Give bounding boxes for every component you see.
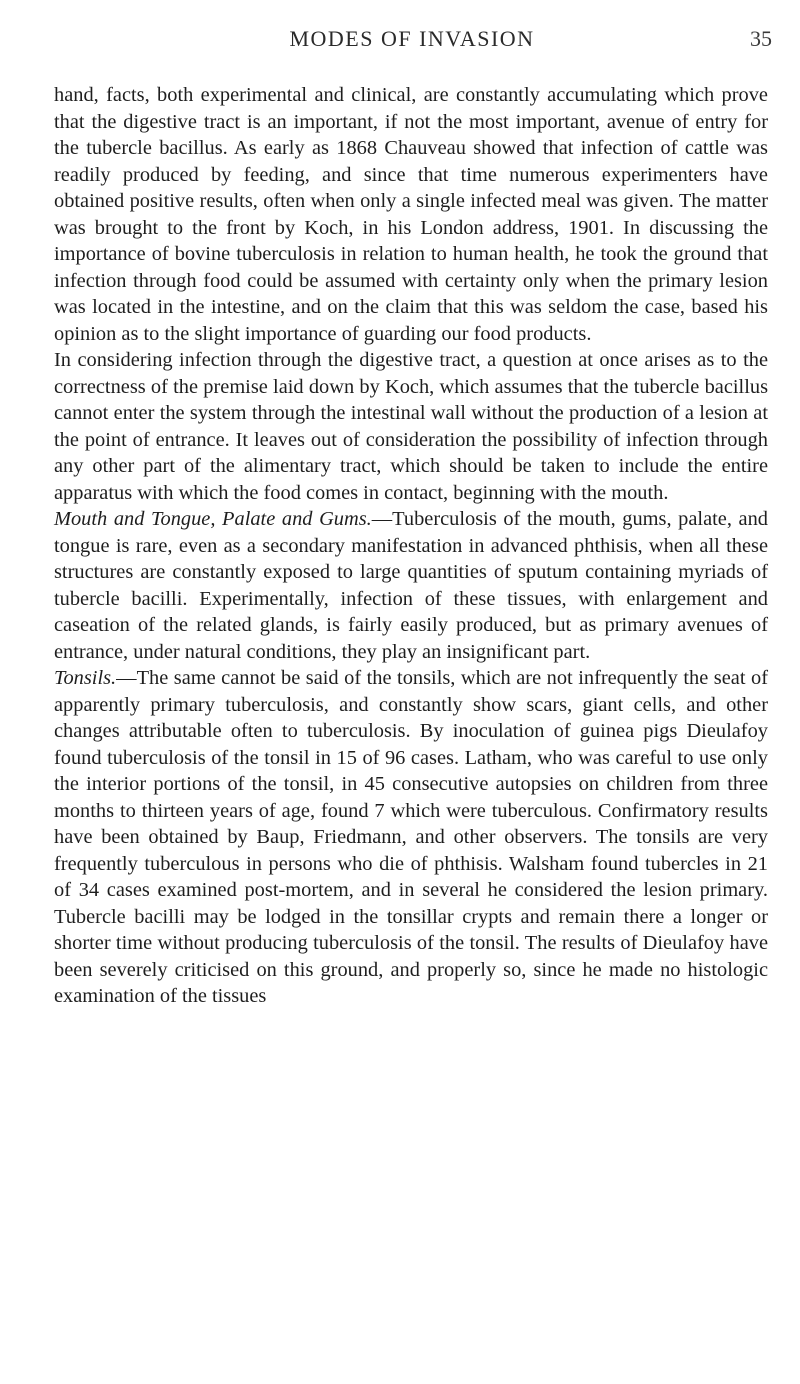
running-title: MODES OF INVASION <box>289 26 535 51</box>
section-heading-mouth: Mouth and Tongue, Palate and Gums. <box>54 508 372 530</box>
page-number: 35 <box>750 26 772 51</box>
running-head <box>52 24 772 54</box>
section-heading-tonsils: Tonsils. <box>54 667 117 689</box>
paragraph-text-tonsils: —The same cannot be said of the tonsils, which are not infrequently the seat of apparently primary tuberculosis, and constantly show scars, giant cells, and other changes attributable often to tuberculosis. By inoculation of guinea pigs Dieulafoy found tuberculosis of the tonsil in 15 of 96 cases. Latham, who was careful to use only the interior portions of the tonsil, in 45 consecutive autopsies on children from three months to thirteen years of age, found 7 which were tuberculous. Confirmatory results have been obtained by Baup, Friedmann, and other observers. The tonsils are very frequently tuberculous in persons who die of phthisis. Walsham found tubercles in 21 of 34 cases examined post-mortem, and in several he considered the lesion primary. Tubercle bacilli may be lodged in the tonsillar crypts and remain there a longer or shorter time without producing tuberculosis of the tonsil. The results of Dieulafoy have been severely criticised on this ground, and properly so, since he made no histologic examination of the tissues <box>54 667 768 1007</box>
paragraph-text-mouth: —Tuberculosis of the mouth, gums, palate, and tongue is rare, even as a secondary manifestation in advanced phthisis, when all these structures are constantly exposed to large quantities of sputum containing myriads of tubercle bacilli. Experimentally, infection of these tissues, with enlargement and caseation of the related glands, is fairly easily produced, but as primary avenues of entrance, under natural conditions, they play an insignificant part. <box>54 508 768 663</box>
paragraph-digestive-tract: In considering infection through the digestive tract, a question at once arises as to the correctness of the premise laid down by Koch, which assumes that the tubercle bacillus cannot enter the system through the intestinal wall without the production of a lesion at the point of entrance. It leaves out of consideration the possibility of infection through any other part of the alimentary tract, which should be taken to include the entire apparatus with which the food comes in contact, beginning with the mouth. <box>54 349 768 504</box>
paragraph-mouth-tongue <box>54 506 768 665</box>
paragraph-tonsils <box>54 665 768 1010</box>
body-text <box>54 82 768 1010</box>
paragraph-continuation: hand, facts, both experimental and clinical, are constantly accumulating which prove that the digestive tract is an important, if not the most important, avenue of entry for the tubercle bacillus. As early as 1868 Chauveau showed that infection of cattle was readily produced by feeding, and since that time numerous experimenters have obtained positive results, often when only a single infected meal was given. The matter was brought to the front by Koch, in his London address, 1901. In discussing the importance of bovine tuberculosis in relation to human health, he took the ground that infection through food could be assumed with certainty only when the primary lesion was located in the intestine, and on the claim that this was seldom the case, based his opinion as to the slight importance of guarding our food products. <box>54 84 768 345</box>
